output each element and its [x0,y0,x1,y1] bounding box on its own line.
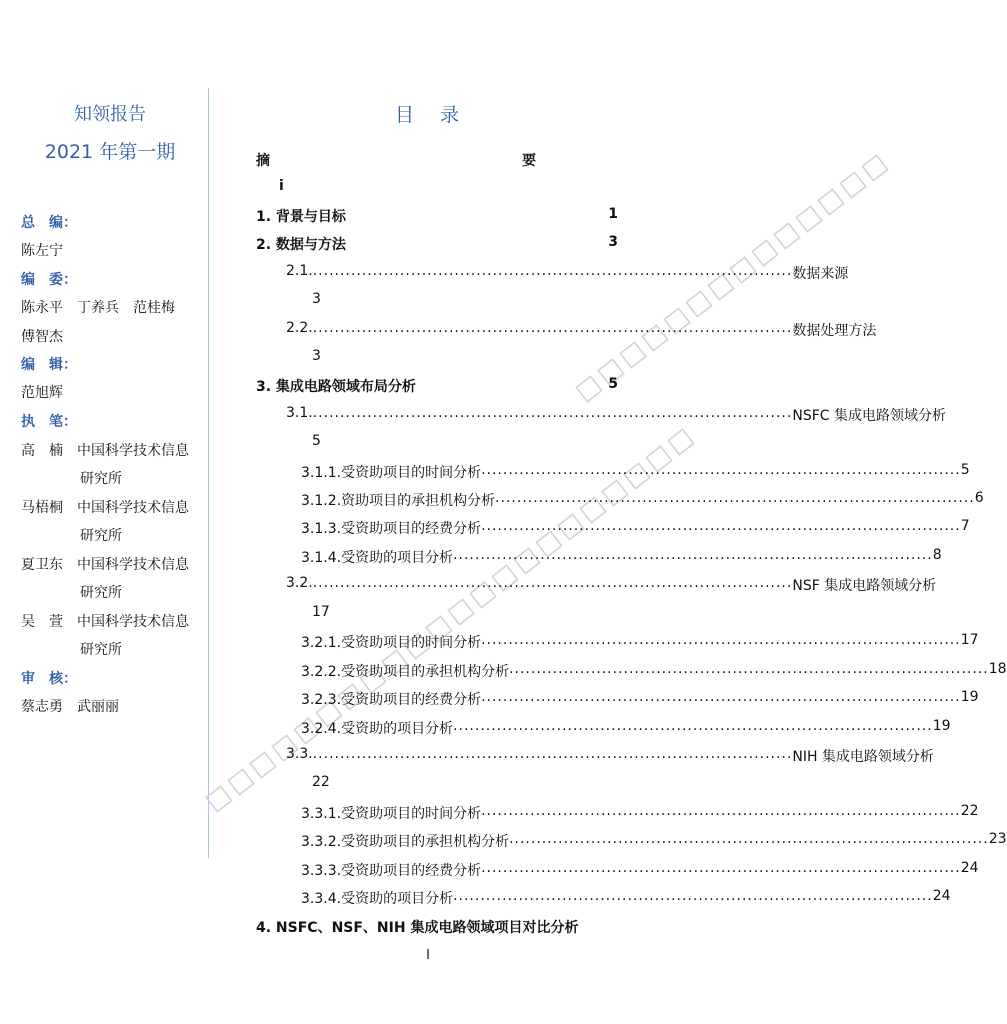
column-divider [208,88,209,858]
toc-entry-3-1-1[interactable] [301,462,970,482]
watermark-square [686,291,711,316]
toc-page-number: 8 [932,547,942,563]
toc-entry-label: 3.2.1.受资助项目的时间分析 [301,635,482,651]
toc-leader-dots: ........................................................................................ [481,462,961,478]
toc-entry-label: 3.3.2.受资助项目的承担机构分析 [301,834,510,850]
writer-org: 中国科学技术信息 [77,443,189,459]
toc-entry-title: NSFC 集成电路领域分析 [792,408,946,424]
toc-abstract-page: i [279,178,284,194]
watermark-square [818,189,843,214]
toc-leader-dots: ........................................................................................ [481,860,961,876]
toc-entry-label: 3.3.4.受资助的项目分析 [301,891,454,907]
toc-entry-3-2-2[interactable] [301,661,1007,681]
toc-entry-label: 3.1. [286,405,313,421]
watermark-square [250,752,275,777]
toc-entry-label: 3.1.2.资助项目的承担机构分析 [301,493,496,509]
toc-entry-label: 2.2. [286,320,313,336]
toc-page-number: 7 [960,518,970,534]
toc-page-number: 3 [608,234,618,250]
toc-page-number: 24 [932,888,951,904]
writer-org: 中国科学技术信息 [77,614,189,630]
writer-org: 中国科学技术信息 [77,557,189,573]
toc-leader-dots: ........................................................................................ [312,320,793,336]
watermark-square [206,786,231,811]
toc-entry-label: 1. 背景与目标 [256,209,346,225]
toc-page-number: 5 [608,376,618,392]
toc-entry-3-3-3[interactable] [301,860,979,880]
watermark-square [620,342,645,367]
toc-entry-3-2-1[interactable] [301,632,979,652]
toc-entry-label: 3.2. [286,575,313,591]
toc-entry-3-3-1[interactable] [301,803,979,823]
writer-org-cont: 研究所 [80,528,122,544]
toc-entry-3-3-4[interactable] [301,888,951,908]
page-number: I [426,948,430,963]
toc-entry-2-1[interactable] [286,263,849,283]
toc-entry-title: 数据处理方法 [792,323,877,339]
masthead-sidebar [0,0,210,1024]
toc-page-number: 19 [932,718,951,734]
watermark-square [228,769,253,794]
toc-page-number: 23 [988,831,1007,847]
toc-entry-title: NIH 集成电路领域分析 [792,749,934,765]
review-names: 蔡志勇 武丽丽 [21,699,119,715]
toc-leader-dots: ........................................................................................ [312,263,793,279]
toc-entry-label: 3.3. [286,746,313,762]
watermark-square [796,206,821,231]
editor-chief-label: 总 编： [21,215,77,231]
report-title: 知领报告 [74,104,146,125]
watermark-square [752,240,777,265]
toc-page-number: 18 [988,661,1007,677]
toc-entry-label: 3.1.3.受资助项目的经费分析 [301,521,482,537]
toc-entry-label: 3.3.1.受资助项目的时间分析 [301,806,482,822]
toc-page-number: 5 [960,462,970,478]
toc-leader-dots: ........................................................................................ [481,803,961,819]
watermark-square [774,223,799,248]
toc-leader-dots: ........................................................................................ [481,632,961,648]
watermark-square [448,599,473,624]
toc-entry-3-1-2[interactable] [301,490,984,510]
toc-abstract[interactable]: 摘 [256,153,270,169]
toc-entry-label: 3.1.4.受资助的项目分析 [301,550,454,566]
toc-entry-3-1-4[interactable] [301,547,942,567]
writer-org-cont: 研究所 [80,471,122,487]
writer-name: 吴 萱 [21,614,63,630]
toc-leader-dots: ........................................................................................ [495,490,975,506]
toc-page-number: 1 [608,206,618,222]
toc-entry-3-3[interactable] [286,746,934,766]
editing-name: 范旭辉 [21,385,63,401]
toc-page-number: 24 [960,860,979,876]
toc-entry-title: 数据来源 [792,266,849,282]
watermark-square [862,155,887,180]
toc-entry-label: 3.3.3.受资助项目的经费分析 [301,863,482,879]
toc-title: 目 录 [394,104,470,126]
toc-entry-3-2-3[interactable] [301,689,979,709]
toc-page-number: 19 [960,689,979,705]
toc-page-number: 17 [960,632,979,648]
toc-leader-dots: ........................................................................................ [453,718,933,734]
toc-leader-dots: ........................................................................................ [312,405,793,421]
toc-page-number: 3 [312,291,321,307]
review-label: 审 核： [21,671,77,687]
writer-org-cont: 研究所 [80,642,122,658]
toc-entry-3-2[interactable] [286,575,937,595]
toc-leader-dots: ........................................................................................ [509,661,989,677]
toc-entry-label: 3. 集成电路领域布局分析 [256,379,416,395]
toc-entry-3-1[interactable] [286,405,946,425]
toc-page-number: 5 [312,433,321,449]
editors-line-2: 傅智杰 [21,329,63,345]
toc-leader-dots: ........................................................................................ [509,831,989,847]
toc-leader-dots: ........................................................................................ [481,518,961,534]
toc-entry-4[interactable]: 4. NSFC、NSF、NIH 集成电路领域项目对比分析 [256,920,579,936]
writer-name: 马梧桐 [21,500,63,516]
watermark-square [840,172,865,197]
editors-line-1: 陈永平 丁养兵 范桂梅 [21,300,175,316]
editor-chief: 陈左宁 [21,243,63,259]
toc-abstract-2[interactable]: 要 [522,153,536,169]
toc-leader-dots: ........................................................................................ [453,888,933,904]
toc-entry-2[interactable] [256,234,618,254]
toc-page-number: 22 [960,803,979,819]
toc-page-number: 6 [974,490,984,506]
toc-entry-label: 3.2.4.受资助的项目分析 [301,721,454,737]
report-issue: 2021 年第一期 [44,141,176,163]
watermark-square [668,429,693,454]
toc-entry-3-1-3[interactable] [301,518,970,538]
editors-label: 编 委： [21,272,77,288]
toc-entry-label: 2.1. [286,263,313,279]
toc-entry-title: NSF 集成电路领域分析 [792,578,937,594]
toc-leader-dots: ........................................................................................ [312,575,793,591]
writer-org-cont: 研究所 [80,585,122,601]
toc-page-number: 17 [312,604,330,620]
toc-leader-dots: ........................................................................................ [453,547,933,563]
toc-page-number: 3 [312,348,321,364]
toc-entry-1[interactable] [256,206,618,226]
toc-entry-label: 3.2.2.受资助项目的承担机构分析 [301,664,510,680]
toc-entry-label: 2. 数据与方法 [256,237,346,253]
toc-entry-label: 3.1.1.受资助项目的时间分析 [301,465,482,481]
toc-page-number: 22 [312,774,330,790]
writer-org: 中国科学技术信息 [77,500,189,516]
writer-name: 高 楠 [21,443,63,459]
writers-label: 执 笔： [21,414,77,430]
toc-leader-dots: ........................................................................................ [312,746,793,762]
toc-leader-dots: ........................................................................................ [481,689,961,705]
writer-name: 夏卫东 [21,557,63,573]
toc-entry-3-3-2[interactable] [301,831,1007,851]
toc-entry-3[interactable] [256,376,618,396]
editing-label: 编 辑： [21,357,77,373]
toc-entry-3-2-4[interactable] [301,718,951,738]
toc-entry-2-2[interactable] [286,320,877,340]
toc-entry-label: 3.2.3.受资助项目的经费分析 [301,692,482,708]
